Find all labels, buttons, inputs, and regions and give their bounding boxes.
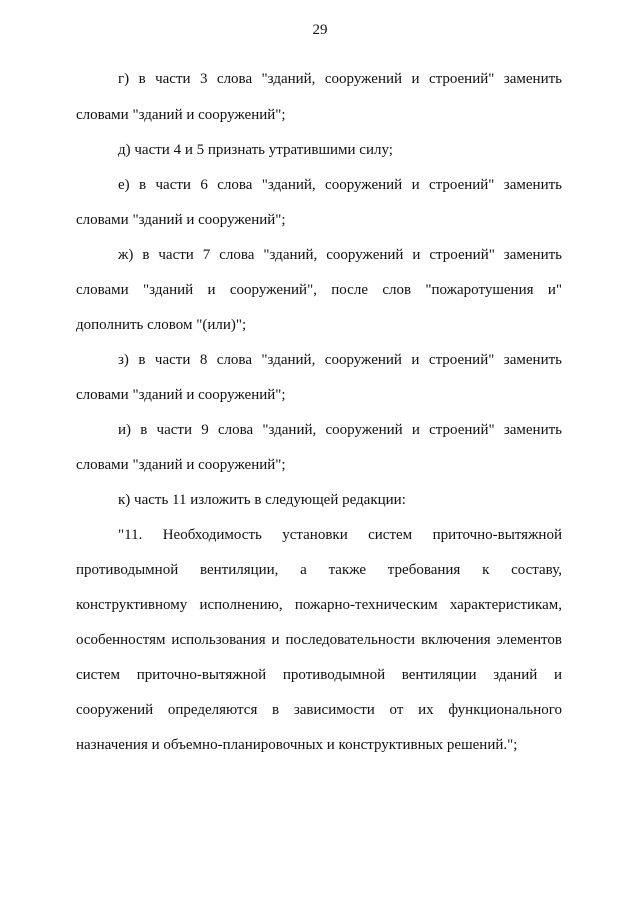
text-line: е) в части 6 слова "зданий, сооружений и строений" заменить: [118, 177, 562, 193]
text-line: ж) в части 7 слова "зданий, сооружений и строений" заменить: [118, 247, 562, 263]
text-line: словами "зданий и сооружений";: [76, 387, 286, 403]
text-line: противодымной вентиляции, а также требования к составу,: [76, 562, 562, 578]
text-line: особенностям использования и последовательности включения элементов: [76, 632, 562, 648]
text-line: словами "зданий и сооружений", после слов "пожаротушения и": [76, 282, 562, 298]
text-line: конструктивному исполнению, пожарно-техническим характеристикам,: [76, 597, 562, 613]
text-line: словами "зданий и сооружений";: [76, 457, 286, 473]
text-line: д) части 4 и 5 признать утратившими силу;: [118, 142, 393, 158]
text-line: дополнить словом "(или)";: [76, 317, 247, 333]
text-line: и) в части 9 слова "зданий, сооружений и строений" заменить: [118, 422, 562, 438]
text-line: з) в части 8 слова "зданий, сооружений и строений" заменить: [118, 352, 562, 368]
text-line: словами "зданий и сооружений";: [76, 107, 286, 123]
text-line: словами "зданий и сооружений";: [76, 212, 286, 228]
text-line: систем приточно-вытяжной противодымной вентиляции зданий и: [76, 667, 562, 683]
text-line: г) в части 3 слова "зданий, сооружений и строений" заменить: [118, 71, 562, 87]
text-line: сооружений определяются в зависимости от их функционального: [76, 702, 562, 718]
text-line: "11. Необходимость установки систем приточно-вытяжной: [118, 527, 562, 543]
text-line: к) часть 11 изложить в следующей редакции:: [118, 492, 406, 508]
text-line: назначения и объемно-планировочных и конструктивных решений.";: [76, 737, 518, 753]
page-number: 29: [312, 22, 328, 38]
